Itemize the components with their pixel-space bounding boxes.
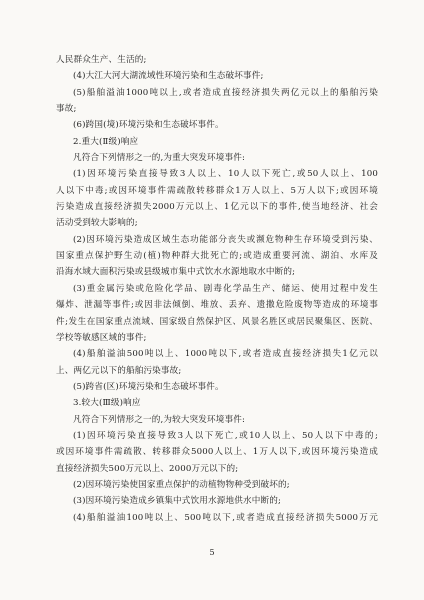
text-line: 件;发生在国家重点流域、国家级自然保护区、风景名胜区或居民聚集区、医院、 <box>56 316 378 327</box>
text-line: (1)因环境污染直接导致3人以上、10人以下死亡,或50人以上、100 <box>73 169 378 180</box>
text-line: (2)因环境污染使国家重点保护的动植物物种受到破坏的; <box>73 479 290 490</box>
text-line: (2)因环境污染造成区域生态功能部分丧失或濒危物种生存环境受到污染、 <box>73 234 378 245</box>
text-line: (3)重金属污染或危险化学品、剧毒化学品生产、储运、使用过程中发生 <box>73 283 378 294</box>
text-line: 3.较大(Ⅲ级)响应 <box>73 398 141 409</box>
text-line: (6)跨国(境)环境污染和生态破坏事件。 <box>73 120 224 131</box>
text-line: 学校等敏感区域的事件; <box>56 332 147 343</box>
text-line: 2.重大(Ⅱ级)响应 <box>73 136 139 147</box>
text-line: 上、两亿元以下的船舶污染事故; <box>56 365 182 376</box>
text-line: (3)因环境污染造成乡镇集中式饮用水源地供水中断的; <box>73 496 282 507</box>
text-line: 直接经济损失500万元以上、2000万元以下的; <box>56 463 239 474</box>
page-number: 5 <box>209 548 215 557</box>
text-line: (4)船舶溢油100吨以上、500吨以下,或者造成直接经济损失5000万元 <box>73 512 378 523</box>
text-line: 污染造成直接经济损失2000万元以上、1亿元以下的事件,使当地经济、社会 <box>56 202 378 213</box>
text-line: 人民群众生产、生活的; <box>56 55 147 65</box>
text-line: 爆炸、泄漏等事件;或因非法倾倒、堆放、丢弃、遗撒危险废物等造成的环境事 <box>56 300 378 311</box>
text-line: 凡符合下列情形之一的,为较大突发环境事件: <box>73 414 246 425</box>
text-line: 沿海水域大面积污染或县级城市集中式饮水水源地取水中断的; <box>56 267 296 278</box>
text-line: (4)大江大河大湖流域性环境污染和生态破坏事件; <box>73 71 264 82</box>
text-line: 或因环境事件需疏散、转移群众5000人以上、1万人以下,或因环境污染造成 <box>56 447 378 458</box>
text-line: (5)船舶溢油1000吨以上,或者造成直接经济损失两亿元以上的船舶污染 <box>73 87 378 98</box>
text-line: 活动受到较大影响的; <box>56 218 138 229</box>
text-line: 事故; <box>56 104 77 115</box>
text-line: 国家重点保护野生动(植)物种群大批死亡的;或造成重要河流、湖泊、水库及 <box>56 251 378 262</box>
document-body <box>56 52 378 526</box>
text-line: (4)船舶溢油500吨以上、1000吨以下,或者造成直接经济损失1亿元以 <box>73 349 378 360</box>
text-line: (1)因环境污染直接导致3人以下死亡,或10人以上、50人以下中毒的; <box>73 430 378 441</box>
text-line: (5)跨省(区)环境污染和生态破坏事件。 <box>73 381 224 392</box>
text-line: 人以下中毒;或因环境事件需疏散转移群众1万人以上、5万人以下;或因环境 <box>56 185 378 196</box>
text-line: 凡符合下列情形之一的,为重大突发环境事件: <box>73 153 246 164</box>
